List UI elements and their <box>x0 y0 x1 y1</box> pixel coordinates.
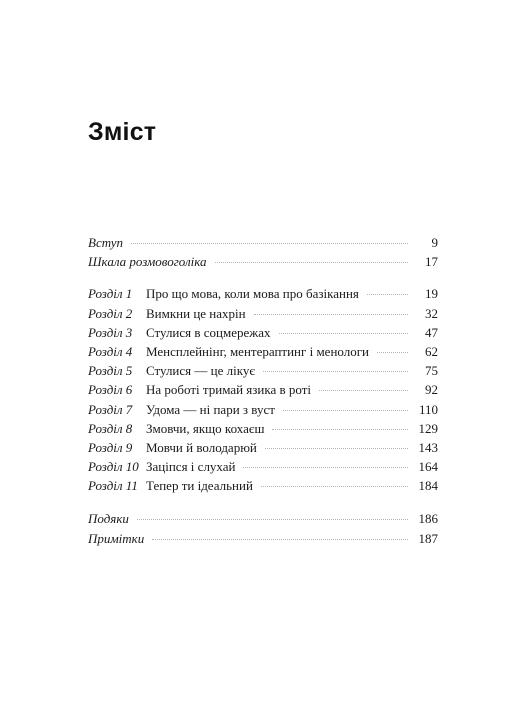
toc-entry-notes <box>88 529 438 548</box>
toc-entry-chapter <box>88 400 438 419</box>
toc-page-number: 186 <box>418 511 438 527</box>
chapter-label: Розділ 11 <box>88 478 138 494</box>
dot-leader <box>131 243 408 244</box>
back-matter-list <box>88 509 438 547</box>
toc-page-number: 62 <box>425 343 438 359</box>
toc-entry-chapter <box>88 323 438 342</box>
chapter-label: Розділ 9 <box>88 439 133 455</box>
toc-entry-label: Подяки <box>88 511 129 527</box>
toc-page-number: 187 <box>418 530 438 546</box>
toc-page-number: 110 <box>418 401 438 417</box>
chapter-title: Про що мова, коли мова про базікання <box>146 286 359 302</box>
chapter-title: Удома — ні пари з вуст <box>146 401 275 417</box>
dot-leader <box>261 486 408 487</box>
dot-leader <box>263 371 408 372</box>
toc-page-number: 184 <box>418 478 438 494</box>
toc-page-number: 75 <box>425 363 438 379</box>
toc-page-number: 92 <box>425 382 438 398</box>
toc-entry-scale <box>88 252 438 271</box>
toc-entry-label: Вступ <box>88 235 124 250</box>
toc-page-number: 164 <box>418 459 438 475</box>
chapter-title: На роботі тримай язика в роті <box>146 382 312 398</box>
chapter-title: Тепер ти ідеальний <box>146 478 253 494</box>
toc-entry-chapter <box>88 380 438 399</box>
front-matter-list <box>88 233 438 271</box>
dot-leader <box>137 519 408 520</box>
toc-entry-chapter <box>88 361 438 380</box>
dot-leader <box>254 314 408 315</box>
toc-page-number: 9 <box>431 235 438 250</box>
toc-page-number: 32 <box>425 305 438 321</box>
dot-leader <box>265 448 408 449</box>
toc-entry-chapter <box>88 419 438 438</box>
page-title: Зміст <box>88 118 157 146</box>
chapter-label: Розділ 8 <box>88 420 133 436</box>
dot-leader <box>283 410 408 411</box>
dot-leader <box>367 294 408 295</box>
chapter-title: Менсплейнінг, ментераптинг і менологи <box>146 343 370 359</box>
toc-entry-label: Шкала розмовоголіка <box>88 254 207 270</box>
chapter-label: Розділ 4 <box>88 343 133 359</box>
toc-entry-intro <box>88 233 438 252</box>
toc-page-number: 19 <box>425 286 438 302</box>
chapter-title: Вимкни це нахрін <box>146 305 246 321</box>
dot-leader <box>319 390 408 391</box>
chapter-title: Стулися в соцмережах <box>146 324 271 340</box>
chapter-label: Розділ 10 <box>88 459 139 475</box>
toc-entry-chapter <box>88 476 438 495</box>
toc-entry-label: Примітки <box>88 530 145 546</box>
toc-entry-chapter <box>88 284 438 303</box>
chapter-title: Заціпся і слухай <box>146 459 236 475</box>
toc-page-number: 129 <box>418 420 438 436</box>
dot-leader <box>377 352 408 353</box>
toc-entry-chapter <box>88 438 438 457</box>
toc-entry-acknowledgements <box>88 509 438 528</box>
chapter-label: Розділ 7 <box>88 401 133 417</box>
dot-leader <box>272 429 408 430</box>
chapter-title: Змовчи, якщо кохаєш <box>146 420 265 436</box>
toc-entry-chapter <box>88 304 438 323</box>
chapter-label: Розділ 5 <box>88 363 133 379</box>
chapter-title: Стулися — це лікує <box>146 363 255 379</box>
chapter-label: Розділ 2 <box>88 305 133 321</box>
dot-leader <box>243 467 408 468</box>
chapter-label: Розділ 3 <box>88 324 133 340</box>
chapter-label: Розділ 6 <box>88 382 133 398</box>
chapter-title: Мовчи й володарюй <box>146 439 257 455</box>
dot-leader <box>152 539 408 540</box>
toc-page-number: 17 <box>425 254 438 270</box>
dot-leader <box>279 333 408 334</box>
toc-entry-chapter <box>88 457 438 476</box>
toc-page-number: 143 <box>418 439 438 455</box>
table-of-contents <box>88 233 438 548</box>
toc-page-number: 47 <box>425 324 438 340</box>
toc-entry-chapter <box>88 342 438 361</box>
chapter-list <box>88 284 438 495</box>
chapter-label: Розділ 1 <box>88 286 133 302</box>
dot-leader <box>215 262 408 263</box>
